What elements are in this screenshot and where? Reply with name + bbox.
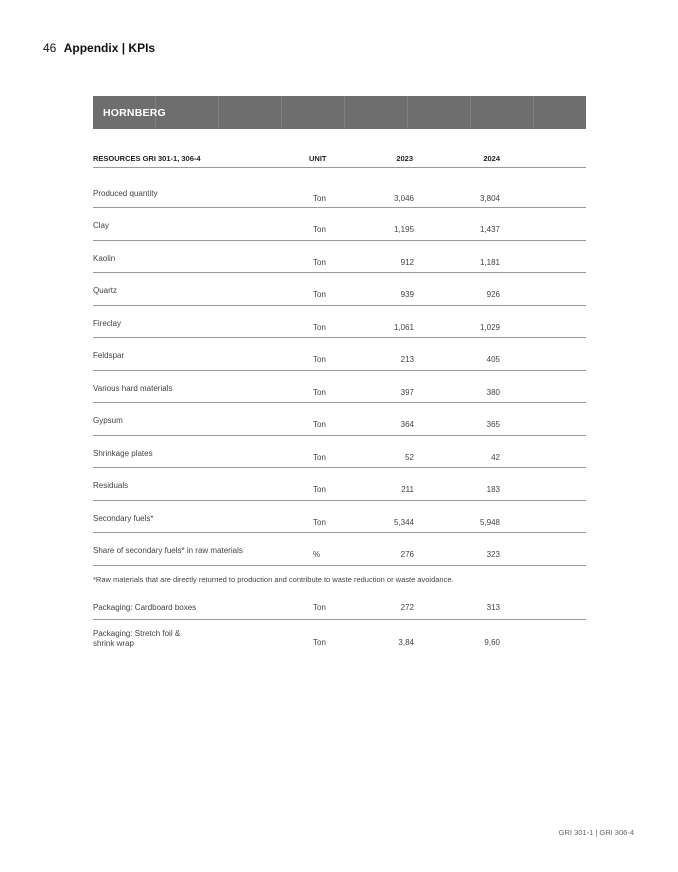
row-unit: Ton [313,452,326,462]
row-unit: Ton [313,225,326,234]
row-value-2023: 211 [401,485,414,494]
row-unit: Ton [313,602,326,612]
footnote-text: *Raw materials that are directly returned to production and contribute to waste reduction or waste avoidance. [93,574,454,584]
row-value-2024: 3,804 [479,194,500,203]
column-header-2024: 2024 [483,154,500,163]
row-label: Produced quantity [93,189,158,198]
row-label [93,629,180,649]
row-value-2023: 52 [405,452,414,462]
row-value-2024: 42 [491,452,500,462]
row-value-2023: 364 [400,420,414,429]
row-value-2023: 276 [400,550,414,559]
row-label: Quartz [93,286,118,295]
row-value-2024: 405 [486,355,500,364]
table-row [93,306,586,339]
row-value-2024: 183 [486,485,500,494]
row-unit: Ton [313,485,326,494]
table-row [93,501,586,534]
row-value-2024: 380 [486,387,500,397]
page-title: Appendix | KPIs [63,41,156,55]
table-row [93,533,586,566]
table-row [93,468,586,501]
section-title: HORNBERG [103,106,166,119]
column-header-resources: RESOURCES GRI 301-1, 306-4 [93,154,201,163]
row-unit: Ton [313,257,326,267]
row-label-line-1: Packaging: Stretch foil & [93,628,181,638]
row-label: Fireclay [93,318,122,328]
column-header-unit: UNIT [309,154,327,163]
row-label: Residuals [93,481,129,490]
row-label: Shrinkage plates [93,448,153,458]
table-row [93,403,586,436]
row-value-2023: 3,046 [393,194,414,203]
row-value-2024: 1,181 [479,257,500,267]
row-label-line-2: shrink wrap [93,638,134,648]
table-row [93,241,586,274]
table-row [93,600,586,620]
table-header-row [93,147,586,168]
row-unit: Ton [313,387,326,397]
row-value-2024: 5,948 [479,517,500,527]
row-value-2023: 912 [400,257,414,267]
row-unit: Ton [313,322,326,332]
row-label: Share of secondary fuels* in raw materials [93,546,243,555]
row-unit: Ton [313,517,326,527]
section-banner [93,96,586,129]
row-value-2023: 213 [400,355,414,364]
table-row [93,371,586,404]
table-row [93,208,586,241]
row-unit: Ton [313,637,326,647]
table-row [93,168,586,208]
table-row [93,273,586,306]
row-value-2023: 3,84 [398,637,414,647]
row-unit: % [313,550,321,559]
row-value-2023: 397 [400,387,414,397]
kpi-table [93,147,586,651]
row-value-2023: 5,344 [393,517,414,527]
row-label: Secondary fuels* [93,513,154,523]
row-unit: Ton [313,420,326,429]
row-label: Gypsum [93,416,123,425]
row-label: Clay [93,221,110,230]
row-value-2024: 1,029 [479,322,500,332]
row-value-2024: 365 [486,420,500,429]
row-value-2024: 926 [486,290,500,299]
row-value-2023: 1,061 [393,322,414,332]
row-value-2023: 1,195 [393,225,414,234]
row-value-2024: 323 [486,550,500,559]
row-value-2024: 1,437 [479,225,500,234]
page-number: 46 [43,41,57,55]
row-value-2024: 313 [486,602,500,612]
row-unit: Ton [313,355,326,364]
page-header [43,41,155,55]
row-value-2023: 272 [400,602,414,612]
banner-gridlines [93,96,586,129]
table-footnote [93,566,586,600]
row-label: Packaging: Cardboard boxes [93,602,197,612]
table-row [93,436,586,469]
row-unit: Ton [313,194,326,203]
table-row [93,620,586,651]
row-label: Feldspar [93,351,125,360]
row-label: Various hard materials [93,383,173,393]
column-header-2023: 2023 [396,154,413,163]
table-row [93,338,586,371]
row-value-2023: 939 [400,290,414,299]
row-value-2024: 9,60 [484,637,500,647]
row-unit: Ton [313,290,326,299]
row-label: Kaolin [93,253,116,263]
page-footer: GRI 301-1 | GRI 306-4 [558,828,634,837]
